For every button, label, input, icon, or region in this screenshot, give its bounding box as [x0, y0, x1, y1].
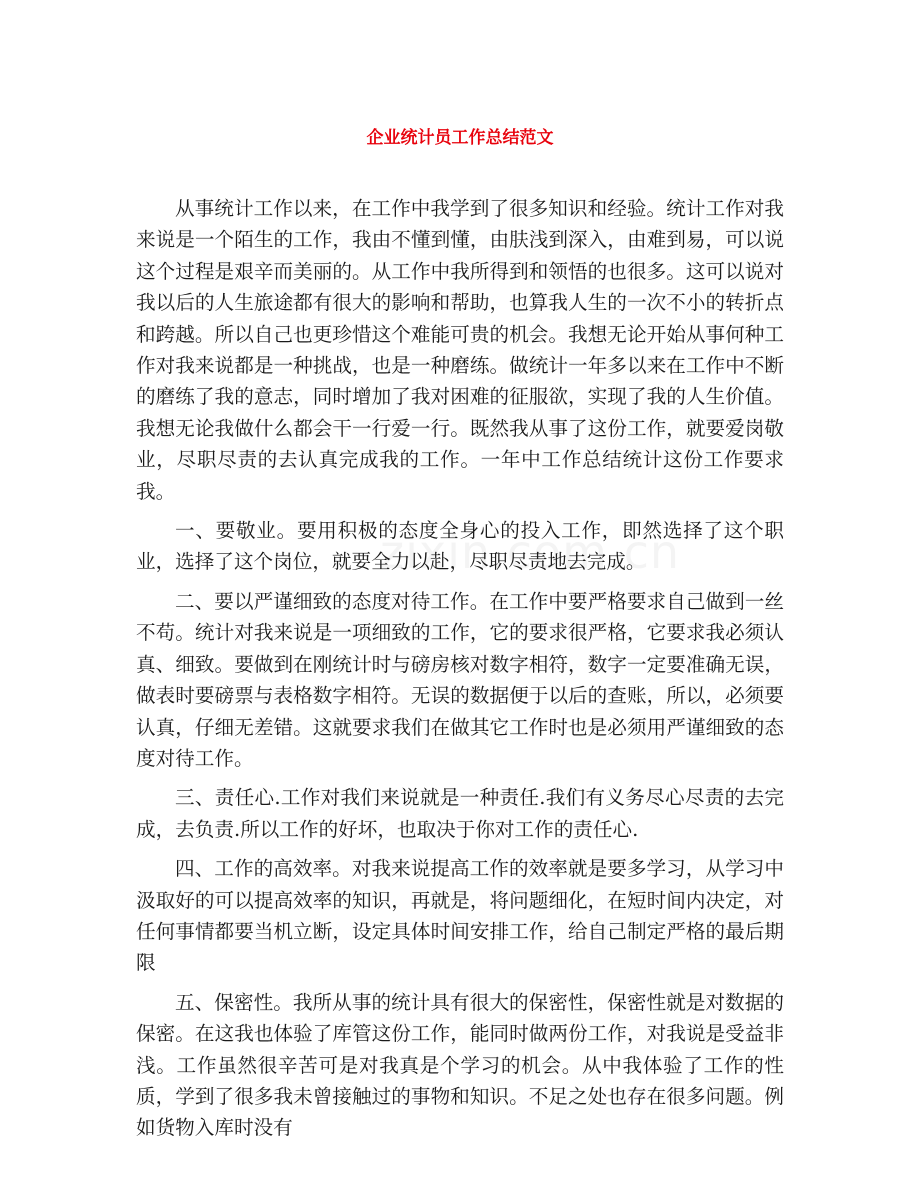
paragraph-point-3: 三、责任心.工作对我们来说就是一种责任.我们有义务尽心尽责的去完成，去负责.所以工作的好坏，也取决于你对工作的责任心.: [136, 786, 784, 841]
paragraph-point-5: 五、保密性。我所从事的统计具有很大的保密性，保密性就是对数据的保密。在这我也体验了库管这份工作，能同时做两份工作，对我说是受益非浅。工作虽然很辛苦可是对我真是个学习的机会。从中我体验了工作的性质，学到了很多我未曾接触过的事物和知识。不足之处也存在很多问题。例如货物入库时没有: [136, 990, 784, 1140]
paragraph-point-1: 一、要敬业。要用积极的态度全身心的投入工作，即然选择了这个职业，选择了这个岗位，就要全力以赴，尽职尽责地去完成。: [136, 519, 784, 574]
document-title: 企业统计员工作总结范文: [366, 128, 554, 148]
paragraph-point-2: 二、要以严谨细致的态度对待工作。在工作中要严格要求自己做到一丝不苟。统计对我来说是一项细致的工作，它的要求很严格，它要求我必须认真、细致。要做到在刚统计时与磅房核对数字相符，数字一定要准确无误，做表时要磅票与表格数字相符。无误的数据便于以后的查账，所以，必须要认真，仔细无差错。这就要求我们在做其它工作时也是必须用严谨细致的态度对待工作。: [136, 589, 784, 770]
document-body: [136, 193, 784, 1152]
paragraph-point-4: 四、工作的高效率。对我来说提高工作的效率就是要多学习，从学习中汲取好的可以提高效率的知识，再就是，将问题细化，在短时间内决定，对任何事情都要当机立断，设定具体时间安排工作，给自己制定严格的最后期限: [136, 857, 784, 975]
paragraph-intro: 从事统计工作以来，在工作中我学到了很多知识和经验。统计工作对我来说是一个陌生的工作，我由不懂到懂，由肤浅到深入，由难到易，可以说这个过程是艰辛而美丽的。从工作中我所得到和领悟的也很多。这可以说对我以后的人生旅途都有很大的影响和帮助，也算我人生的一次不小的转折点和跨越。所以自己也更珍惜这个难能可贵的机会。我想无论开始从事何种工作对我来说都是一种挑战，也是一种磨练。做统计一年多以来在工作中不断的磨练了我的意志，同时增加了我对困难的征服欲，实现了我的人生价值。我想无论我做什么都会干一行爱一行。既然我从事了这份工作，就要爱岗敬业，尽职尽责的去认真完成我的工作。一年中工作总结统计这份工作要求我。: [136, 197, 784, 503]
